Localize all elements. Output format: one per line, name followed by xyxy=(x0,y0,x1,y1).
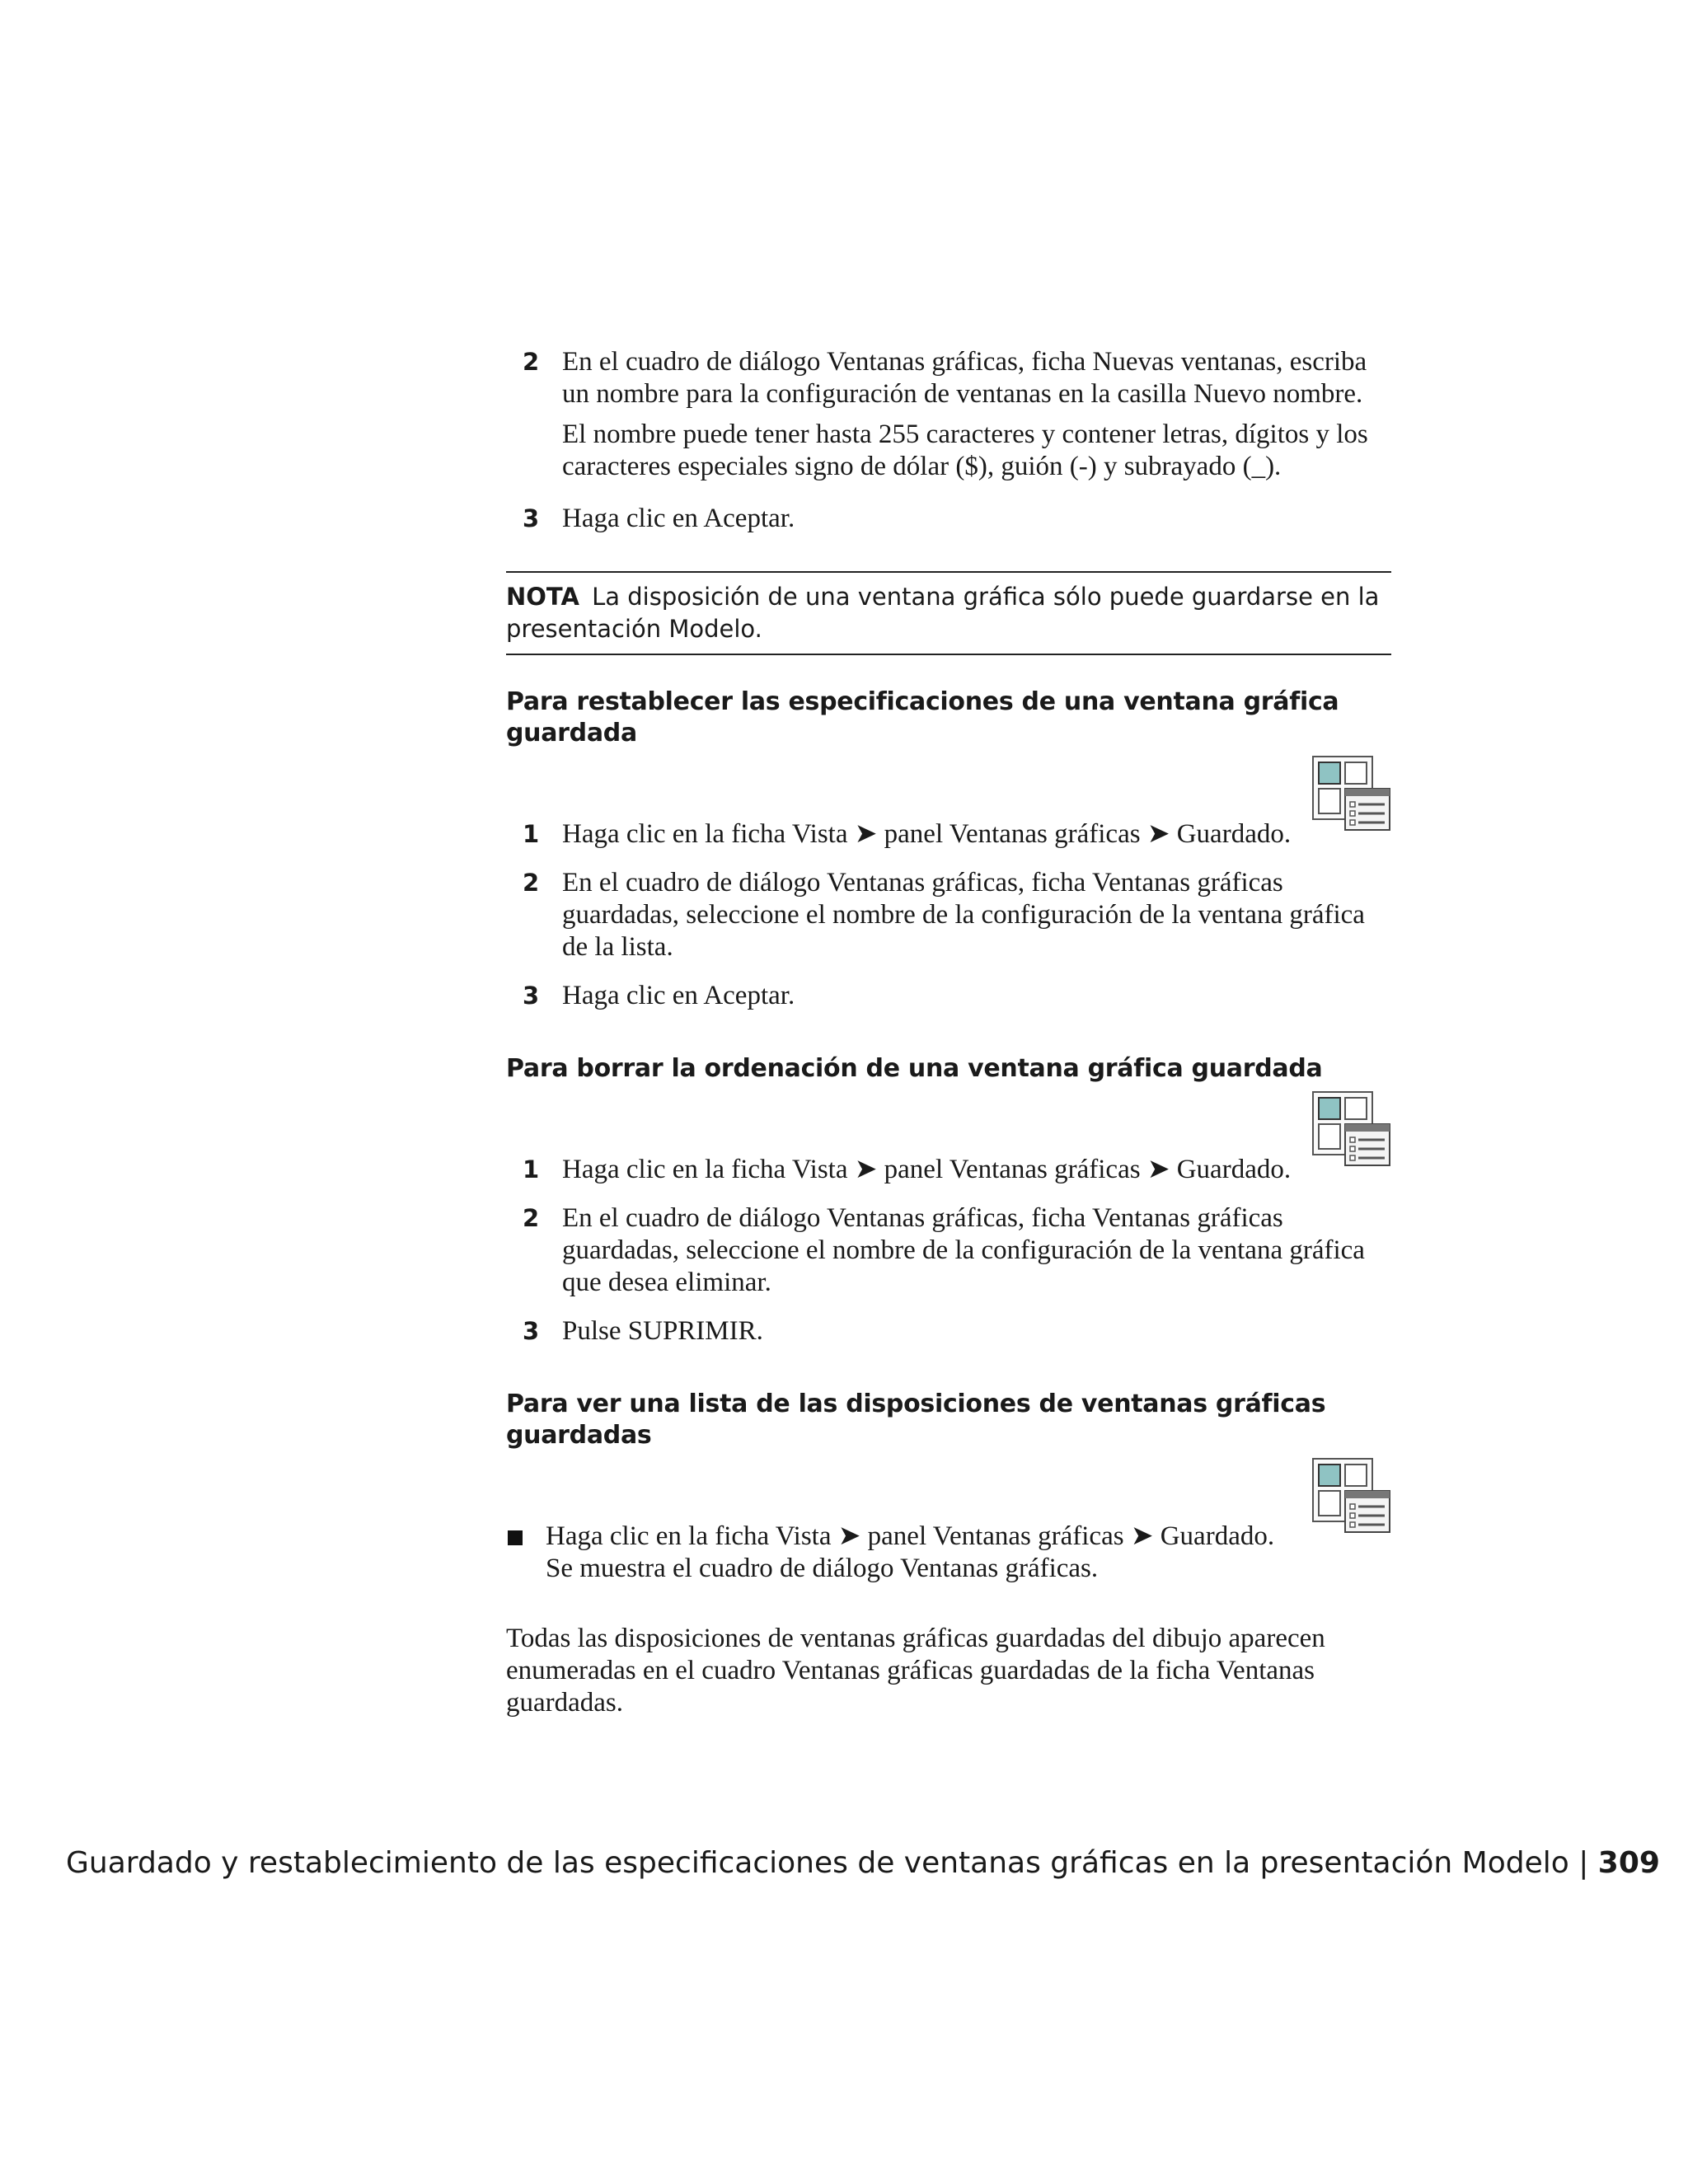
step-number: 2 xyxy=(523,869,540,897)
step-text: Pulse SUPRIMIR. xyxy=(562,1316,763,1346)
viewports-saved-icon xyxy=(1312,1458,1391,1534)
procedure-step xyxy=(506,503,1391,535)
step-text: En el cuadro de diálogo Ventanas gráficas, ficha Nuevas ventanas, escriba un nombre para la configuración de ventanas en la casilla Nuevo nombre. xyxy=(562,347,1367,409)
procedure-step xyxy=(506,1154,1391,1186)
bullet-item xyxy=(506,1521,1391,1585)
viewports-saved-icon xyxy=(1312,756,1391,832)
note-label: NOTA xyxy=(506,583,579,611)
page-footer xyxy=(66,1844,1660,1882)
step-number: 2 xyxy=(523,1204,540,1232)
note-text: La disposición de una ventana gráfica sólo puede guardarse en la presentación Modelo. xyxy=(506,583,1380,643)
step-number: 2 xyxy=(523,348,540,376)
bullet-line: Se muestra el cuadro de diálogo Ventanas gráficas. xyxy=(546,1554,1099,1583)
procedure-step xyxy=(506,1202,1391,1299)
page-content xyxy=(506,346,1391,1719)
step-number: 3 xyxy=(523,504,540,532)
procedure-step xyxy=(506,818,1391,851)
step-number: 3 xyxy=(523,982,540,1010)
step-number: 1 xyxy=(523,1155,540,1183)
viewports-saved-icon xyxy=(1312,1091,1391,1167)
bullet-line: Haga clic en la ficha Vista ➤ panel Ventanas gráficas ➤ Guardado. xyxy=(546,1521,1275,1551)
step-text: Haga clic en la ficha Vista ➤ panel Ventanas gráficas ➤ Guardado. xyxy=(562,819,1292,849)
procedure-step xyxy=(506,867,1391,963)
procedure-step xyxy=(506,1315,1391,1347)
step-text: En el cuadro de diálogo Ventanas gráficas, ficha Ventanas gráficas guardadas, seleccione el nombre de la configuración de la ventana gráfica que desea eliminar. xyxy=(562,1203,1365,1297)
step-text: Haga clic en Aceptar. xyxy=(562,504,795,533)
section-heading: Para restablecer las especificaciones de una ventana gráfica guardada xyxy=(506,687,1339,748)
step-text: Haga clic en la ficha Vista ➤ panel Ventanas gráficas ➤ Guardado. xyxy=(562,1155,1292,1184)
step-detail: El nombre puede tener hasta 255 caracteres y contener letras, dígitos y los caracteres especiales signo de dólar ($), guión (-) y subrayado (_). xyxy=(562,419,1368,481)
page-number: 309 xyxy=(1597,1846,1660,1880)
section-heading: Para ver una lista de las disposiciones de ventanas gráficas guardadas xyxy=(506,1390,1326,1450)
footer-title: Guardado y restablecimiento de las especificaciones de ventanas gráficas en la presentación Modelo xyxy=(66,1846,1569,1880)
step-number: 1 xyxy=(523,820,540,848)
step-text: Haga clic en Aceptar. xyxy=(562,981,795,1010)
procedure-step xyxy=(506,980,1391,1012)
step-number: 3 xyxy=(523,1317,540,1345)
bullet-square-icon xyxy=(508,1530,523,1545)
step-text: En el cuadro de diálogo Ventanas gráficas, ficha Ventanas gráficas guardadas, seleccione el nombre de la configuración de la ventana gráfica de la lista. xyxy=(562,868,1365,962)
section-heading: Para borrar la ordenación de una ventana gráfica guardada xyxy=(506,1054,1323,1083)
body-paragraph: Todas las disposiciones de ventanas gráficas guardadas del dibujo aparecen enumeradas en el cuadro Ventanas gráficas guardadas de la ficha Ventanas guardadas. xyxy=(506,1624,1325,1718)
procedure-step xyxy=(506,346,1391,483)
footer-separator: | xyxy=(1568,1846,1598,1880)
note-box xyxy=(506,571,1391,655)
